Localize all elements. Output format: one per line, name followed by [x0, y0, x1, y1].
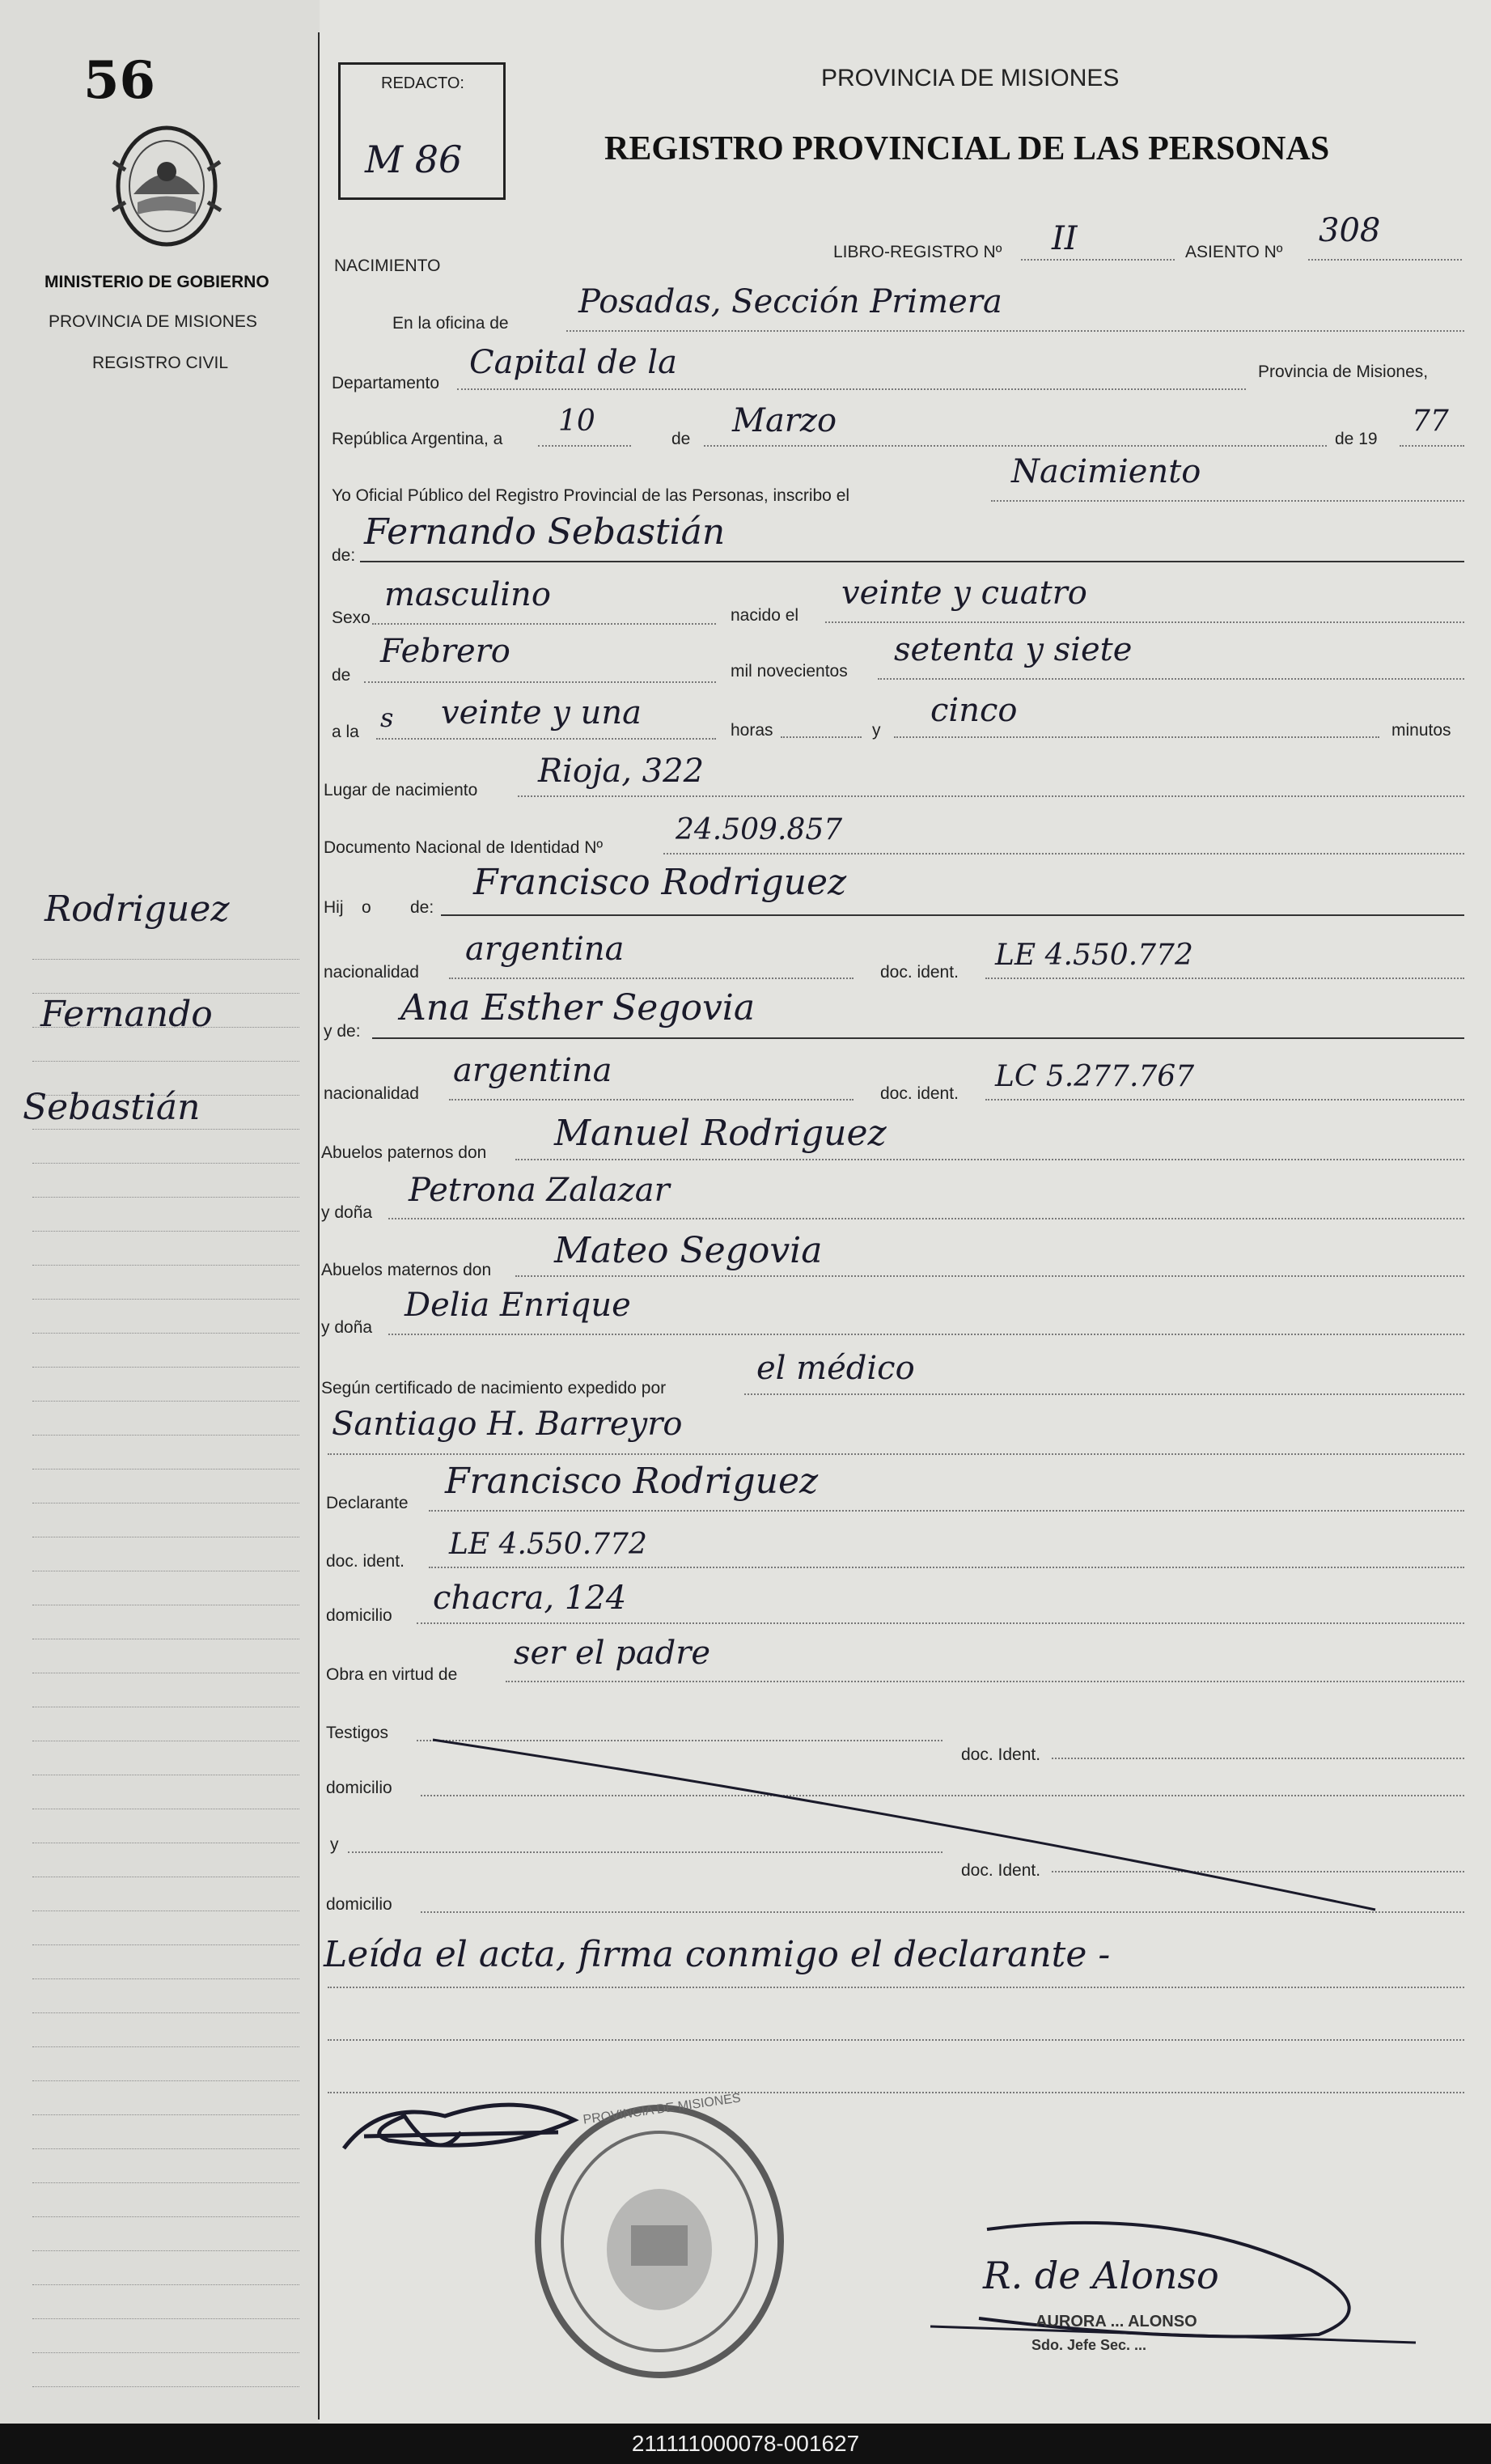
margin-ruled-line — [32, 2114, 299, 2115]
coat-of-arms-icon — [109, 121, 224, 251]
y2-label: y — [330, 1835, 339, 1854]
doc-ident4-label: doc. Ident. — [961, 1861, 1041, 1880]
redacto-value: M 86 — [365, 138, 463, 181]
margin-ruled-line — [32, 2284, 299, 2285]
declarante-label: Declarante — [326, 1494, 409, 1512]
margin-ruled-line — [32, 1129, 299, 1130]
margin-ruled-line — [32, 1367, 299, 1368]
top-province: PROVINCIA DE MISIONES — [821, 65, 1120, 91]
officer-signature-name: R. de Alonso — [983, 2254, 1219, 2297]
y-dona-label: y doña — [321, 1203, 373, 1222]
nacido-value: veinte y cuatro — [841, 575, 1087, 612]
abuelos-pat-label: Abuelos paternos don — [321, 1143, 487, 1162]
departamento-value: Capital de la — [469, 344, 677, 381]
abuelo-pat-value: Manuel Rodriguez — [554, 1113, 887, 1154]
de2-label: de — [332, 666, 351, 685]
officer-printed-name: AURORA ... ALONSO — [1036, 2313, 1197, 2330]
sexo-label: Sexo — [332, 609, 371, 627]
margin-ruled-line — [32, 2250, 299, 2251]
mil-label: mil novecientos — [731, 662, 848, 681]
hijo-label: Hij — [324, 898, 344, 917]
record-type-label: NACIMIENTO — [334, 257, 441, 275]
dia-value: 10 — [558, 405, 595, 438]
nacionalidad-madre-label: nacionalidad — [324, 1084, 419, 1103]
margin-ruled-line — [32, 1401, 299, 1402]
margin-ruled-line — [32, 2318, 299, 2319]
y-dona2-label: y doña — [321, 1318, 373, 1337]
abuelo-mat-value: Mateo Segovia — [554, 1230, 823, 1271]
margin-ruled-line — [32, 2148, 299, 2149]
margin-ruled-line — [32, 2080, 299, 2081]
margin-first-name: Fernando — [40, 994, 213, 1035]
nac-padre-value: argentina — [465, 931, 625, 968]
margin-ruled-line — [32, 1231, 299, 1232]
domicilio-label: domicilio — [326, 1606, 392, 1625]
libro-value: II — [1052, 220, 1078, 257]
obra-value: ser el padre — [514, 1635, 711, 1672]
inscribo-label: Yo Oficial Público del Registro Provincial de las Personas, inscribo el — [332, 486, 850, 505]
page-title: REGISTRO PROVINCIAL DE LAS PERSONAS — [604, 130, 1330, 168]
horas-label: horas — [731, 721, 773, 740]
doc-declarante-value: LE 4.550.772 — [449, 1528, 647, 1561]
minutos-value: cinco — [930, 692, 1018, 729]
oficina-label: En la oficina de — [392, 314, 509, 333]
civil-registry-label: REGISTRO CIVIL — [92, 354, 229, 372]
testigos-label: Testigos — [326, 1724, 389, 1742]
anio-label: de 19 — [1335, 430, 1378, 448]
doc-madre-value: LC 5.277.767 — [995, 1060, 1195, 1093]
mes-nac-value: Febrero — [380, 633, 510, 670]
a-la-label: a la — [332, 723, 359, 741]
margin-ruled-line — [32, 1333, 299, 1334]
margin-ruled-line — [32, 1435, 299, 1436]
domicilio3-label: domicilio — [326, 1895, 392, 1914]
page-number: 56 — [83, 50, 156, 111]
margin-ruled-line — [32, 2216, 299, 2217]
republica-label: República Argentina, a — [332, 430, 503, 448]
margin-ruled-line — [32, 2182, 299, 2183]
cancel-stroke — [429, 1732, 1383, 1918]
hijo-de-label: de: — [410, 898, 434, 917]
a-la-suffix: s — [380, 702, 394, 733]
margin-second-name: Sebastián — [23, 1087, 201, 1128]
margin-ruled-line — [32, 1299, 299, 1300]
dni-value: 24.509.857 — [676, 813, 843, 846]
doc-ident2-label: doc. ident. — [326, 1552, 405, 1571]
asiento-label: ASIENTO Nº — [1185, 243, 1283, 261]
officer-role: Sdo. Jefe Sec. ... — [1031, 2337, 1147, 2353]
margin-ruled-line — [32, 2046, 299, 2047]
margin-ruled-line — [32, 1265, 299, 1266]
redacto-label: REDACTO: — [381, 74, 464, 92]
obra-label: Obra en virtud de — [326, 1665, 458, 1684]
margin-ruled-line — [32, 1197, 299, 1198]
margin-ruled-line — [32, 959, 299, 960]
certificado-value: el médico — [756, 1350, 915, 1387]
margin-ruled-line — [32, 2386, 299, 2387]
margin-ruled-line — [32, 1061, 299, 1062]
abuelos-mat-label: Abuelos maternos don — [321, 1261, 492, 1279]
provincia-suffix: Provincia de Misiones, — [1258, 363, 1429, 381]
lugar-value: Rioja, 322 — [538, 753, 705, 790]
de-nombre-label: de: — [332, 546, 356, 565]
margin-ruled-line — [32, 1944, 299, 1945]
redacto-box — [338, 62, 506, 200]
certificado-label: Según certificado de nacimiento expedido por — [321, 1379, 667, 1397]
nacido-label: nacido el — [731, 606, 799, 625]
hora-value: veinte y una — [441, 694, 642, 732]
doc-ident3-label: doc. Ident. — [961, 1745, 1041, 1764]
margin-surname: Rodriguez — [44, 888, 230, 930]
libro-label: LIBRO-REGISTRO Nº — [833, 243, 1002, 261]
domicilio2-label: domicilio — [326, 1779, 392, 1797]
seal-caption: PROVINCIA DE MISIONES — [582, 2091, 742, 2127]
nac-madre-value: argentina — [453, 1052, 612, 1089]
ministry-label: MINISTERIO DE GOBIERNO — [44, 273, 269, 291]
margin-ruled-line — [32, 1978, 299, 1979]
sexo-value: masculino — [384, 576, 551, 613]
doc-ident-label: doc. ident. — [880, 963, 959, 982]
dni-label: Documento Nacional de Identidad Nº — [324, 838, 604, 857]
asiento-value: 308 — [1319, 212, 1381, 249]
y-label: y — [872, 721, 881, 740]
padre-value: Francisco Rodriguez — [473, 862, 847, 903]
anio-value: 77 — [1412, 405, 1449, 438]
lugar-label: Lugar de nacimiento — [324, 781, 478, 799]
departamento-label: Departamento — [332, 374, 440, 392]
minutos-label: minutos — [1391, 721, 1451, 740]
footer-id: 211111000078-001627 — [0, 2424, 1491, 2464]
margin-ruled-line — [32, 2352, 299, 2353]
mes-value: Marzo — [732, 402, 837, 439]
oficina-value: Posadas, Sección Primera — [578, 283, 1002, 320]
province-label: PROVINCIA DE MISIONES — [49, 312, 257, 331]
closing-text: Leída el acta, firma conmigo el declarante - — [324, 1934, 1111, 1975]
margin-ruled-line — [32, 1163, 299, 1164]
margin-ruled-line — [32, 2012, 299, 2013]
abuela-mat-value: Delia Enrique — [405, 1287, 631, 1324]
child-name: Fernando Sebastián — [364, 511, 726, 553]
doc-ident-madre-label: doc. ident. — [880, 1084, 959, 1103]
madre-value: Ana Esther Segovia — [400, 987, 756, 1028]
de-label: de — [671, 430, 691, 448]
y-de-label: y de: — [324, 1022, 361, 1041]
inscribo-value: Nacimiento — [1011, 453, 1201, 490]
doc-padre-value: LE 4.550.772 — [995, 939, 1193, 972]
nacionalidad-label: nacionalidad — [324, 963, 419, 982]
medico-value: Santiago H. Barreyro — [332, 1406, 683, 1443]
abuela-pat-value: Petrona Zalazar — [409, 1172, 670, 1209]
hijo-suffix: o — [362, 898, 371, 917]
declarante-value: Francisco Rodriguez — [445, 1461, 819, 1502]
official-seal — [526, 2096, 793, 2387]
domicilio-value: chacra, 124 — [433, 1580, 627, 1617]
anio-nac-value: setenta y siete — [894, 631, 1133, 668]
